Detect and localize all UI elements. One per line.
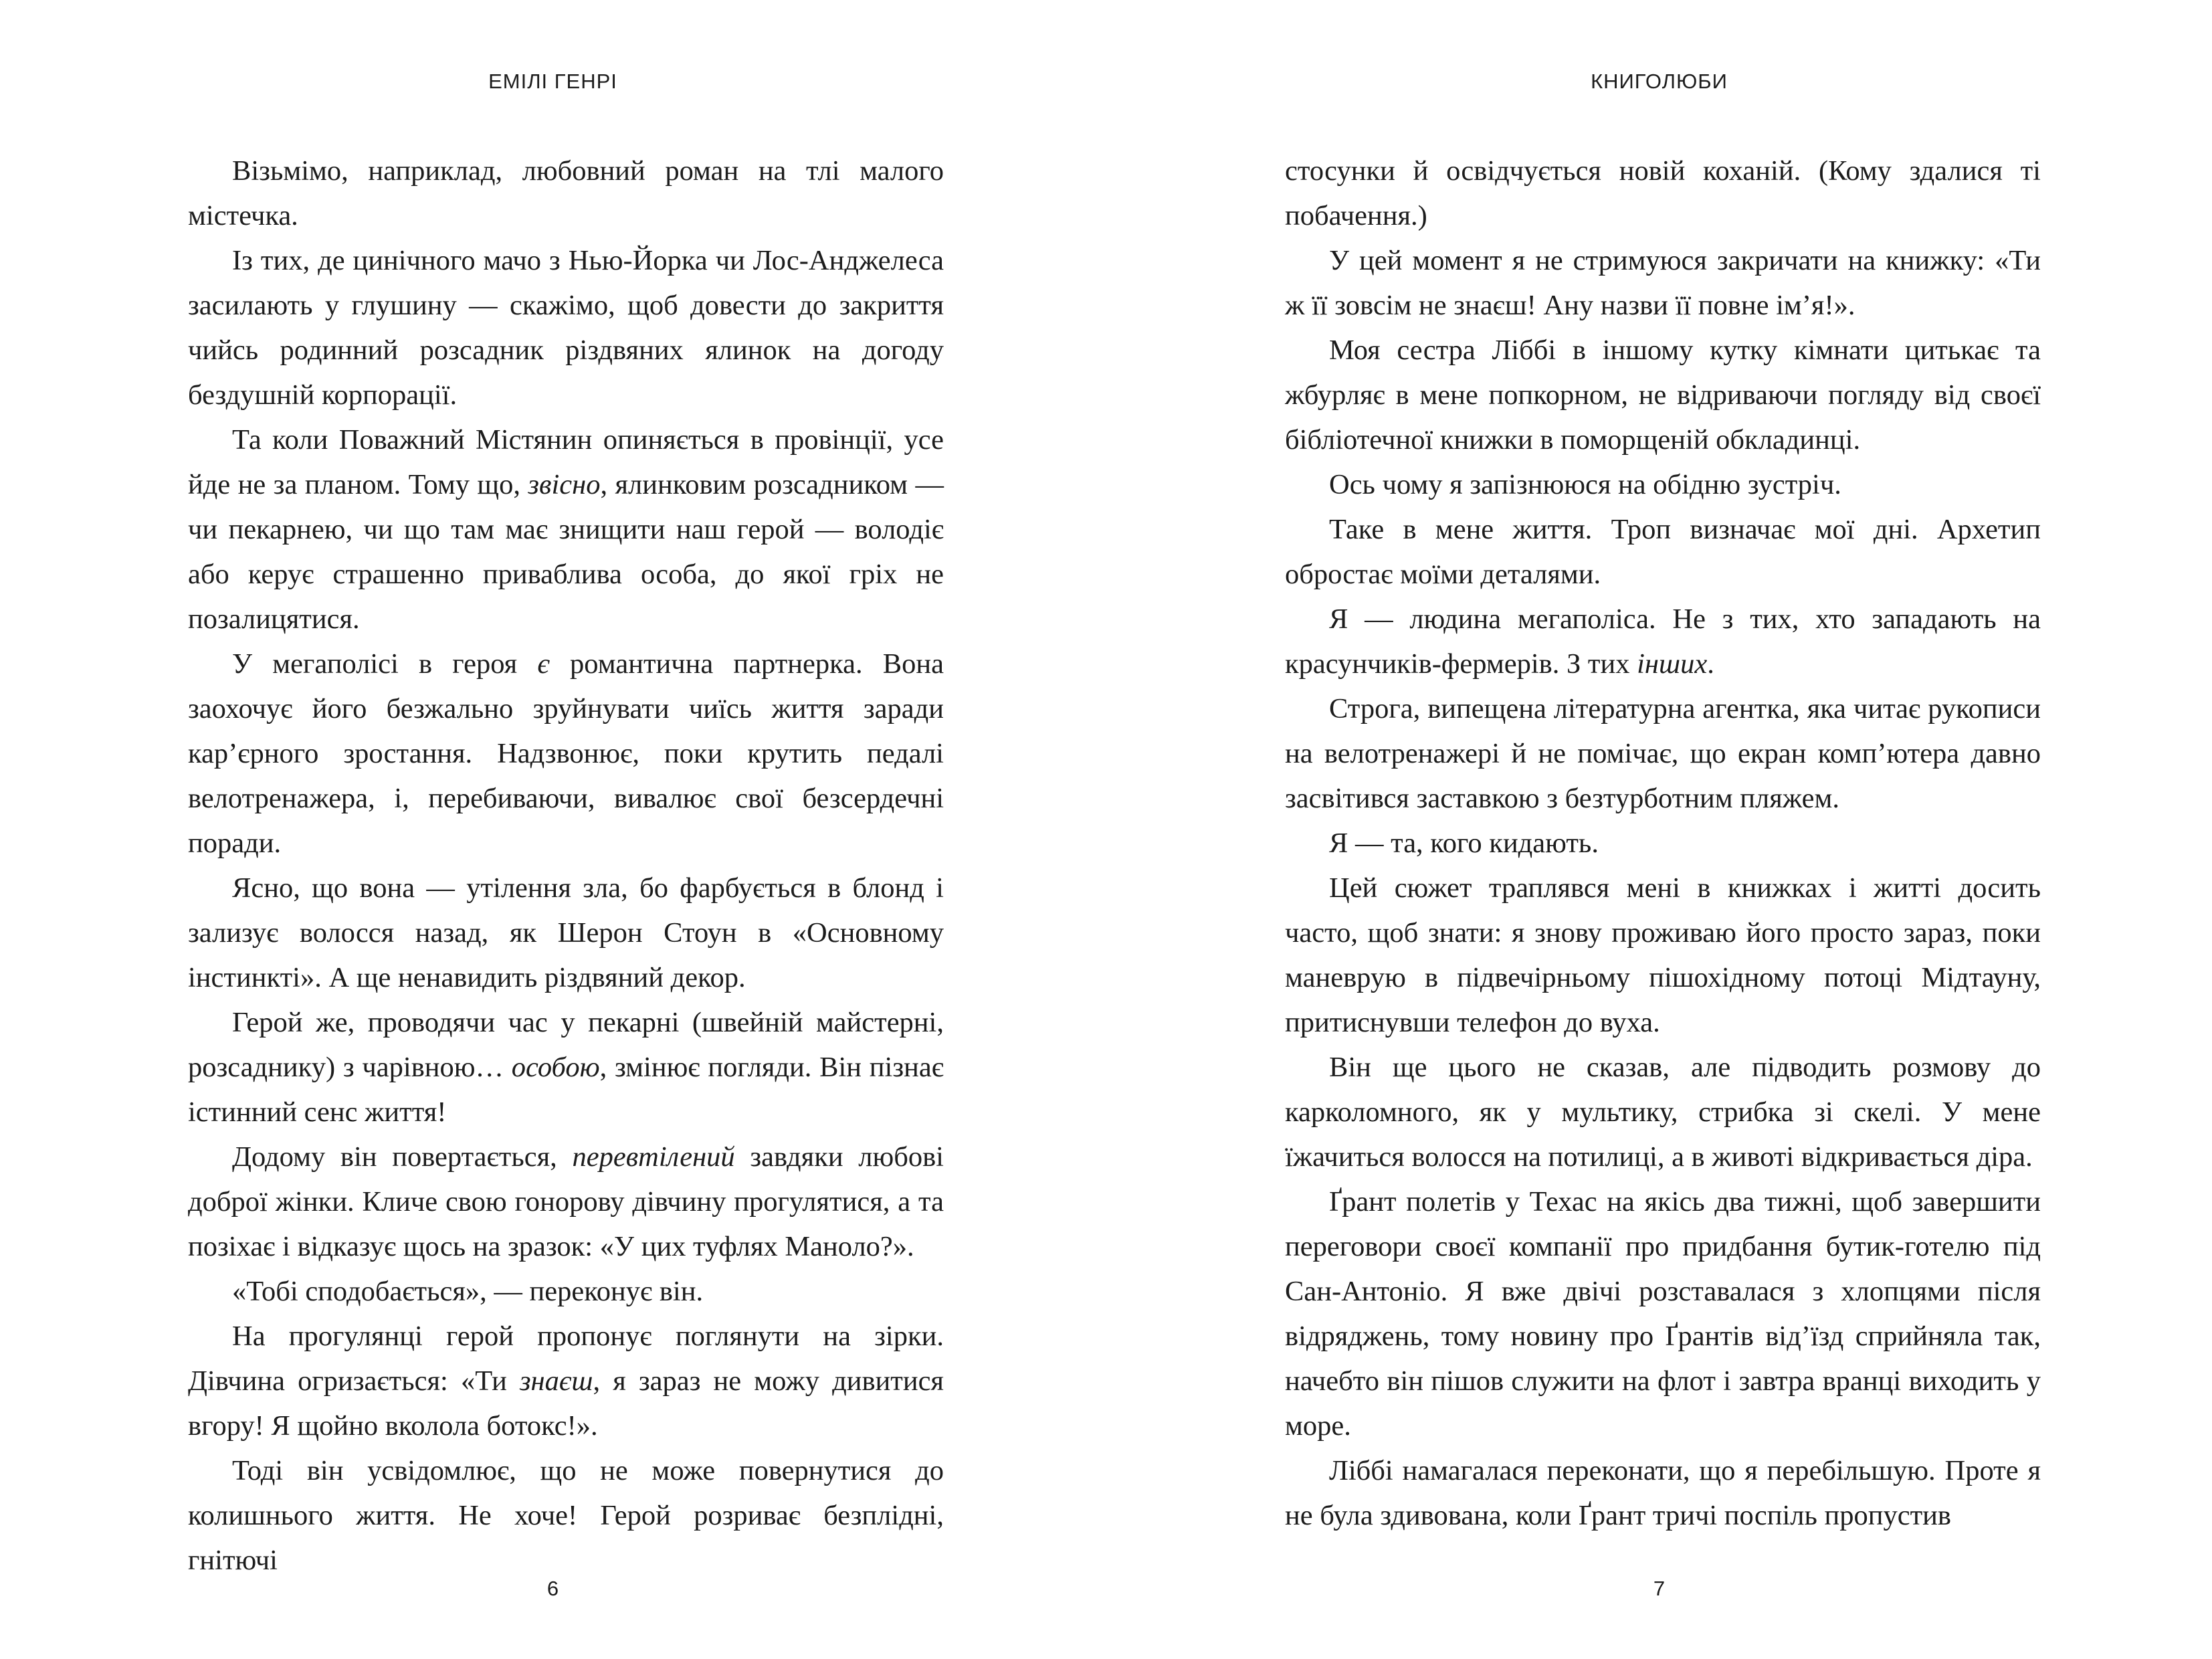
text-run: Моя сестра Ліббі в іншому кутку кімнати цитькає та жбурляє в мене попкорном, не відриваючи погляду від своєї бібліотечної книжки в поморщеній обкладинці. bbox=[1285, 334, 2041, 456]
italic-text: є bbox=[537, 648, 550, 680]
paragraph bbox=[1285, 328, 2041, 462]
text-run: Строга, випещена літературна агентка, яка читає рукописи на велотренажері й не помічає, що екран комп’ютера давно засвітився заставкою з безтурботним пляжем. bbox=[1285, 693, 2041, 814]
running-head-title: КНИГОЛЮБИ bbox=[1591, 70, 1728, 93]
italic-text: перевтілений bbox=[572, 1141, 735, 1173]
paragraph bbox=[1285, 1179, 2041, 1448]
paragraph bbox=[1285, 238, 2041, 328]
paragraph bbox=[188, 642, 944, 866]
paragraph bbox=[1285, 507, 2041, 597]
text-run: Герой же, проводячи час у пекарні (швейній майстерні, розсаднику) з чарівною… bbox=[188, 1007, 944, 1083]
paragraph bbox=[1285, 1045, 2041, 1179]
page-number-right: 7 bbox=[1653, 1577, 1666, 1600]
text-run: , я зараз не можу дивитися вгору! Я щойно вколола ботокс!». bbox=[188, 1365, 944, 1442]
text-run: , змінює погляди. Він пізнає істинний сенс життя! bbox=[188, 1052, 944, 1128]
text-run: Та коли Поважний Містянин опиняється в провінції, усе йде не за планом. Тому що, bbox=[188, 424, 944, 500]
paragraph bbox=[188, 417, 944, 642]
right-page-body bbox=[1285, 149, 2041, 1538]
text-run: завдяки любові доброї жінки. Кличе свою гонорову дівчину прогулятися, а та позіхає і відказує щось на зразок: «У цих туфлях Маноло?». bbox=[188, 1141, 944, 1262]
text-run: У цей момент я не стримуюся закричати на книжку: «Ти ж її зовсім не знаєш! Ану назви її повне ім’я!». bbox=[1285, 245, 2041, 321]
italic-text: знаєш bbox=[519, 1365, 593, 1397]
paragraph bbox=[1285, 686, 2041, 821]
paragraph bbox=[188, 149, 944, 238]
text-run: Додому він повертається, bbox=[232, 1141, 573, 1173]
text-run: Ясно, що вона — утілення зла, бо фарбується в блонд і зализує волосся назад, як Шерон Стоун в «Основному інстинкті». А ще ненавидить різдвяний декор. bbox=[188, 872, 944, 993]
paragraph bbox=[1285, 821, 2041, 866]
text-run: Із тих, де цинічного мачо з Нью-Йорка чи Лос-Анджелеса засилають у глушину — скажімо, щоб довести до закриття чийсь родинний розсадник різдвяних ялинок на догоду бездушній корпорації. bbox=[188, 245, 944, 411]
text-run: стосунки й освідчується новій коханій. (Кому здалися ті побачення.) bbox=[1285, 155, 2041, 231]
paragraph bbox=[1285, 462, 2041, 507]
text-run: У мегаполісі в героя bbox=[232, 648, 538, 680]
paragraph bbox=[1285, 1448, 2041, 1538]
text-run: Ось чому я запізнююся на обідню зустріч. bbox=[1329, 469, 1841, 500]
italic-text: інших bbox=[1637, 648, 1708, 680]
paragraph bbox=[188, 1314, 944, 1448]
paragraph bbox=[188, 238, 944, 417]
text-run: Цей сюжет траплявся мені в книжках і житті досить часто, щоб знати: я знову проживаю його просто зараз, поки маневрую в підвечірньому пішохідному потоці Мідтауну, притиснувши телефон до вуха. bbox=[1285, 872, 2041, 1038]
paragraph bbox=[188, 1135, 944, 1269]
text-run: Ґрант полетів у Техас на якісь два тижні, щоб завершити переговори своєї компанії про придбання бутик-готелю під Сан-Антоніо. Я вже двічі розставалася з хлопцями після відряджень, тому новину про Ґрантів від’їзд сприйняла так, начебто він пішов служити на флот і завтра вранці виходить у море. bbox=[1285, 1186, 2041, 1442]
text-run: Візьмімо, наприклад, любовний роман на тлі малого містечка. bbox=[188, 155, 944, 231]
text-run: Ліббі намагалася переконати, що я перебільшую. Проте я не була здивована, коли Ґрант тричі поспіль пропустив bbox=[1285, 1455, 2041, 1531]
paragraph bbox=[1285, 866, 2041, 1045]
italic-text: звісно bbox=[528, 469, 601, 500]
paragraph bbox=[1285, 149, 2041, 238]
running-head-author: ЕМІЛІ ГЕНРІ bbox=[488, 70, 617, 93]
text-run: Він ще цього не сказав, але підводить розмову до карколомного, як у мультику, стрибка зі скелі. У мене їжачиться волосся на потилиці, а в животі відкривається діра. bbox=[1285, 1052, 2041, 1173]
text-run: Таке в мене життя. Троп визначає мої дні. Архетип обростає моїми деталями. bbox=[1285, 514, 2041, 590]
page-number-left: 6 bbox=[546, 1577, 559, 1600]
text-run: «Тобі сподобається», — переконує він. bbox=[232, 1276, 704, 1307]
text-run: Я — людина мегаполіса. Не з тих, хто западають на красунчиків-фермерів. З тих bbox=[1285, 603, 2041, 680]
text-run: На прогулянці герой пропонує поглянути на зірки. Дівчина огризається: «Ти bbox=[188, 1321, 944, 1397]
paragraph bbox=[188, 1000, 944, 1135]
left-page-body bbox=[188, 149, 944, 1583]
paragraph bbox=[1285, 597, 2041, 686]
right-page bbox=[1106, 0, 2212, 1659]
text-run: . bbox=[1707, 648, 1714, 680]
paragraph bbox=[188, 866, 944, 1000]
text-run: Я — та, кого кидають. bbox=[1329, 827, 1599, 859]
paragraph bbox=[188, 1269, 944, 1314]
text-run: романтична партнерка. Вона заохочує його безжально зруйнувати чиїсь життя заради кар’єрного зростання. Надзвонює, поки крутить педалі велотренажера, і, перебиваючи, вивалює свої безсердечні поради. bbox=[188, 648, 944, 859]
text-run: , ялинковим розсадником — чи пекарнею, чи що там має знищити наш герой — володіє або керує страшенно приваблива особа, до якої гріх не позалицятися. bbox=[188, 469, 944, 635]
text-run: Тоді він усвідомлює, що не може повернутися до колишнього життя. Не хоче! Герой розриває безплідні, гнітючі bbox=[188, 1455, 944, 1576]
paragraph bbox=[188, 1448, 944, 1583]
italic-text: особою bbox=[511, 1052, 600, 1083]
